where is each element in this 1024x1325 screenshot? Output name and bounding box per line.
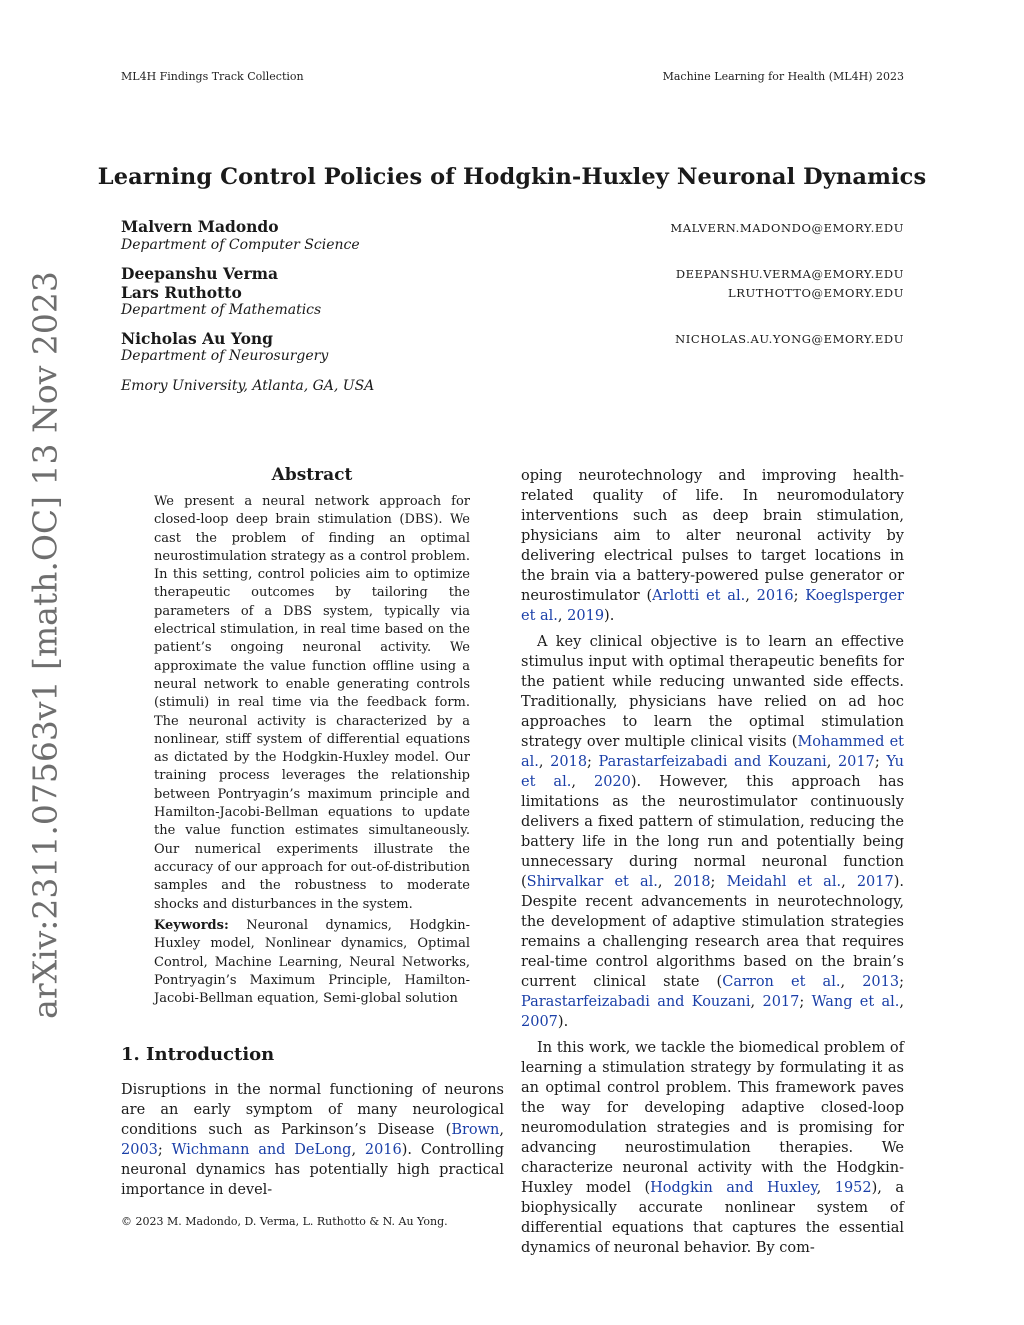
abstract-body: We present a neural network approach for closed-loop deep brain stimulation (DBS). We cast the problem of finding an optimal neurostimulation strategy as a control problem. In this setting, control policies aim to optimize therapeutic outcomes by tailoring the parameters of a DBS system, typically via electrical stimulation, in real time based on the patient’s ongoing neuronal activity. We approximate the value function offline using a neural network to enable generating controls (stimuli) in real time via the feedback form. The neuronal activity is characterized by a nonlinear, stiff system of differential equations as dictated by the Hodgkin-Huxley model. Our training process leverages the relationship between Pontryagin’s maximum principle and Hamilton-Jacobi-Bellman equations to update the value function estimates simultaneously. Our numerical experiments illustrate the accuracy of our approach for out-of-distribution samples and the robustness to moderate shocks and disturbances in the system. xyxy=(154,494,470,912)
intro-paragraph-3: In this work, we tackle the biomedical problem of learning a stimulation strategy by formulating it as an optimal control problem. This framework paves the way for developing adaptive closed-loop neuromodulation strategies and is promising for advancing neurostimulation therapies. We characterize neuronal activity with the Hodgkin-Huxley model (Hodgkin and Huxley, 1952), a biophysically accurate nonlinear system of differential equations that captures the essential dynamics of neuronal behavior. By com- xyxy=(521,1040,904,1256)
citation-link[interactable]: 1952 xyxy=(834,1180,872,1196)
citation-link[interactable]: Parastarfeizabadi and Kouzani xyxy=(521,994,751,1010)
keywords-list: Neuronal dynamics, Hodgkin-Huxley model, Nonlinear dynamics, Optimal Control, Machine Learning, Neural Networks, Pontryagin’s Maximum Principle, Hamilton-Jacobi-Bellman equation, Semi-global solution xyxy=(154,918,470,1007)
citation-link[interactable]: 2007 xyxy=(521,1014,558,1030)
citation-link[interactable]: 2018 xyxy=(550,754,588,770)
intro-paragraph-1-continued: oping neurotechnology and improving health-related quality of life. In neuromodulatory interventions such as deep brain stimulation, physicians aim to alter neuronal activity by delivering electrical pulses to target locations in the brain via a battery-powered pulse generator or neurostimulator (Arlotti et al., 2016; Koeglsperger et al., 2019). xyxy=(521,468,904,624)
author-email[interactable]: MALVERN.MADONDO@EMORY.EDU xyxy=(670,221,904,235)
paper-title: Learning Control Policies of Hodgkin-Huxley Neuronal Dynamics xyxy=(97,164,927,190)
author-email[interactable]: DEEPANSHU.VERMA@EMORY.EDU xyxy=(675,267,904,281)
citation-link[interactable]: 2003 xyxy=(121,1142,158,1158)
citation-link[interactable]: 2020 xyxy=(593,774,631,790)
citation-link[interactable]: 2017 xyxy=(762,994,800,1010)
citation-link[interactable]: Wichmann and DeLong xyxy=(171,1142,352,1158)
author-email[interactable]: LRUTHOTTO@EMORY.EDU xyxy=(728,286,904,300)
citation-link[interactable]: Wang et al. xyxy=(811,994,900,1010)
copyright-notice: © 2023 M. Madondo, D. Verma, L. Ruthotto & N. Au Yong. xyxy=(121,1215,448,1228)
running-header-left: ML4H Findings Track Collection xyxy=(121,70,304,83)
citation-link[interactable]: Hodgkin and Huxley xyxy=(650,1180,817,1196)
citation-link[interactable]: 2019 xyxy=(567,608,605,624)
citation-link[interactable]: Carron et al. xyxy=(722,974,841,990)
intro-paragraph-2: A key clinical objective is to learn an effective stimulus input with optimal therapeutic benefits for the patient while reducing unwanted side effects. Traditionally, physicians have relied on ad hoc approaches to learn the optimal stimulation strategy over multiple clinical visits (Mohammed et al., 2018; Parastarfeizabadi and Kouzani, 2017; Yu et al., 2020). However, this approach has limitations as the neurostimulator continuously delivers a fixed pattern of stimulation, reducing the battery life in the long run and potentially being unnecessary during normal neuronal function (Shirvalkar et al., 2018; Meidahl et al., 2017). Despite recent advancements in neurotechnology, the development of adaptive stimulation strategies remains a challenging research area that requires real-time control algorithms based on the brain’s current clinical state (Carron et al., 2013; Parastarfeizabadi and Kouzani, 2017; Wang et al., 2007). xyxy=(521,634,905,1030)
author-department: Department of Computer Science xyxy=(121,237,360,253)
author-name: Deepanshu Verma xyxy=(121,264,279,283)
author-affiliation: Emory University, Atlanta, GA, USA xyxy=(121,378,375,394)
citation-link[interactable]: 2017 xyxy=(837,754,875,770)
citation-link[interactable]: Brown xyxy=(451,1122,500,1138)
citation-link[interactable]: 2016 xyxy=(756,588,794,604)
author-email[interactable]: NICHOLAS.AU.YONG@EMORY.EDU xyxy=(675,332,904,346)
author-department: Department of Neurosurgery xyxy=(121,348,329,364)
citation-link[interactable]: Shirvalkar et al. xyxy=(526,874,658,890)
right-column xyxy=(521,466,904,1264)
abstract-heading: Abstract xyxy=(271,465,353,485)
intro-paragraph-1: Disruptions in the normal functioning of neurons are an early symptom of many neurological conditions such as Parkinson’s Disease (Brown, 2003; Wichmann and DeLong, 2016). Controlling neuronal dynamics has potentially high practical importance in devel- xyxy=(121,1082,505,1198)
citation-link[interactable]: 2013 xyxy=(862,974,900,990)
citation-link[interactable]: Yu et al. xyxy=(521,754,904,790)
citation-link[interactable]: 2016 xyxy=(364,1142,402,1158)
citation-link[interactable]: Koeglsperger et al. xyxy=(521,588,904,624)
citation-link[interactable]: Arlotti et al. xyxy=(652,588,746,604)
author-name: Malvern Madondo xyxy=(121,217,279,236)
citation-link[interactable]: 2018 xyxy=(673,874,711,890)
keywords xyxy=(154,917,470,1008)
section-heading-introduction: 1. Introduction xyxy=(121,1044,275,1065)
keywords-label: Keywords: xyxy=(154,918,229,933)
arxiv-stamp-text: arXiv:2311.07563v1 [math.OC] 13 Nov 2023 xyxy=(25,271,65,1019)
citation-link[interactable]: 2017 xyxy=(856,874,894,890)
citation-link[interactable]: Meidahl et al. xyxy=(726,874,842,890)
citation-link[interactable]: Parastarfeizabadi and Kouzani xyxy=(598,754,827,770)
author-name: Lars Ruthotto xyxy=(121,283,242,302)
citation-link[interactable]: Mohammed et al. xyxy=(521,734,904,770)
author-name: Nicholas Au Yong xyxy=(121,329,274,348)
author-department: Department of Mathematics xyxy=(121,302,322,318)
running-header-right: Machine Learning for Health (ML4H) 2023 xyxy=(662,70,904,83)
